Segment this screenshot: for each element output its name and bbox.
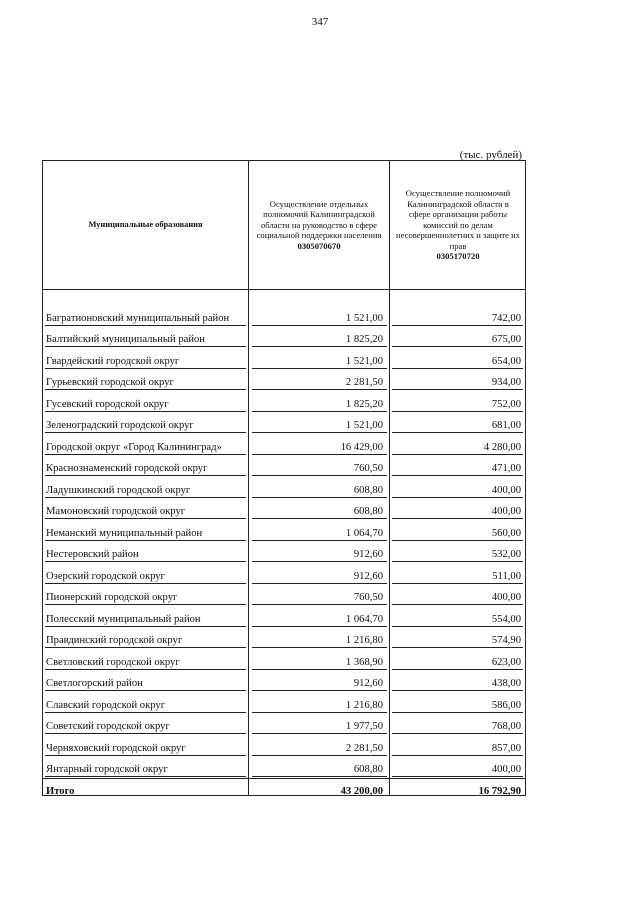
table-row: [43, 412, 525, 434]
municipality-name: Гвардейский городской округ: [46, 355, 180, 367]
minors-commission-amount: 675,00: [491, 334, 521, 345]
table-row: [43, 541, 525, 563]
social-support-amount: 1 825,20: [345, 334, 383, 345]
social-support-amount: 760,50: [353, 592, 383, 603]
municipality-name: Краснознаменский городской округ: [46, 463, 208, 474]
municipality-name: Ладушкинский городской округ: [46, 484, 191, 496]
minors-commission-amount: 742,00: [491, 312, 521, 324]
table-row: [43, 304, 525, 326]
municipality-name: Балтийский муниципальный район: [46, 334, 205, 345]
social-support-amount: 43 200,00: [340, 785, 383, 797]
table-row: [43, 455, 525, 477]
municipality-name: Черняховский городской округ: [46, 742, 186, 754]
social-support-amount: 2 281,50: [345, 377, 383, 388]
social-support-amount: 1 521,00: [345, 355, 383, 367]
minors-commission-amount: 857,00: [491, 742, 521, 754]
municipality-name: Неманский муниципальный район: [46, 527, 203, 539]
social-support-amount: 1 521,00: [345, 312, 383, 324]
table-row: [43, 326, 525, 348]
municipality-name: Нестеровский район: [46, 549, 139, 560]
minors-commission-amount: 511,00: [492, 570, 521, 582]
minors-commission-amount: 16 792,90: [478, 785, 521, 797]
table-row: [43, 498, 525, 520]
social-support-amount: 16 429,00: [340, 441, 383, 453]
total-label: Итого: [46, 785, 75, 797]
municipality-name: Озерский городской округ: [46, 570, 165, 582]
minors-commission-amount: 768,00: [491, 721, 521, 732]
allocation-table: [42, 160, 526, 796]
municipality-name: Пионерский городской округ: [46, 592, 178, 603]
minors-commission-amount: 554,00: [491, 613, 521, 625]
social-support-amount: 912,60: [353, 678, 383, 689]
municipality-name: Городской округ «Город Калининград»: [46, 441, 222, 453]
social-support-amount: 608,80: [353, 506, 383, 517]
social-support-amount: 1 368,90: [345, 656, 383, 668]
table-row: [43, 713, 525, 735]
municipality-name: Янтарный городской округ: [46, 764, 168, 775]
municipality-name: Советский городской округ: [46, 721, 170, 732]
units-label: (тыс. рублей): [459, 149, 522, 161]
social-support-amount: 2 281,50: [345, 742, 383, 754]
social-support-amount: 1 216,80: [345, 699, 383, 711]
municipality-name: Мамоновский городской округ: [46, 506, 186, 517]
minors-commission-amount: 400,00: [491, 506, 521, 517]
municipality-name: Зеленоградский городской округ: [46, 420, 194, 431]
table-row: [43, 627, 525, 649]
table-row: [43, 390, 525, 412]
minors-commission-amount: 4 280,00: [483, 441, 521, 453]
minors-commission-amount: 752,00: [491, 398, 521, 410]
minors-commission-amount: 471,00: [491, 463, 521, 474]
municipality-name: Светлогорский район: [46, 678, 143, 689]
table-row: [43, 369, 525, 391]
minors-commission-amount: 400,00: [491, 592, 521, 603]
header-minors-commission-code: 0305170720: [436, 251, 480, 262]
table-row: [43, 476, 525, 498]
minors-commission-amount: 438,00: [491, 678, 521, 689]
municipality-name: Правдинский городской округ: [46, 635, 183, 646]
header-social-support: [249, 161, 389, 289]
minors-commission-amount: 400,00: [491, 484, 521, 496]
minors-commission-amount: 586,00: [491, 699, 521, 711]
table-row: [43, 605, 525, 627]
table-row: [43, 584, 525, 606]
municipality-name: Полесский муниципальный район: [46, 613, 201, 625]
social-support-amount: 1 064,70: [345, 527, 383, 539]
header-municipality: Муниципальные образования: [88, 219, 203, 229]
header-social-support-code: 0305070670: [297, 240, 341, 251]
minors-commission-amount: 934,00: [491, 377, 521, 388]
table-row: [43, 756, 525, 778]
minors-commission-amount: 623,00: [491, 656, 521, 668]
minors-commission-amount: 654,00: [491, 355, 521, 367]
social-support-amount: 760,50: [353, 463, 383, 474]
minors-commission-amount: 532,00: [491, 549, 521, 560]
social-support-amount: 608,80: [353, 764, 383, 775]
social-support-amount: 912,60: [353, 570, 383, 582]
municipality-name: Славский городской округ: [46, 699, 166, 711]
municipality-name: Гурьевский городской округ: [46, 377, 174, 388]
municipality-name: Багратионовский муниципальный район: [46, 312, 230, 324]
minors-commission-amount: 681,00: [491, 420, 521, 431]
table-row: [43, 734, 525, 756]
table-row: [43, 347, 525, 369]
page-number: 347: [311, 16, 329, 28]
table-row: [43, 648, 525, 670]
social-support-amount: 1 064,70: [345, 613, 383, 625]
minors-commission-amount: 560,00: [491, 527, 521, 539]
social-support-amount: 1 216,80: [345, 635, 383, 646]
table-row: [43, 519, 525, 541]
municipality-name: Светловский городской округ: [46, 656, 180, 668]
social-support-amount: 608,80: [353, 484, 383, 496]
minors-commission-amount: 400,00: [491, 764, 521, 775]
header-separator: [43, 289, 525, 290]
total-row: [43, 777, 525, 799]
header-minors-commission-text: Осуществление полномочий Калининградской области в сфере организации работы комиссий по делам несовершеннолетних и защите их прав: [396, 188, 520, 251]
table-row: [43, 433, 525, 455]
minors-commission-amount: 574,90: [491, 635, 521, 646]
social-support-amount: 1 977,50: [345, 721, 383, 732]
header-minors-commission: [390, 161, 526, 289]
social-support-amount: 912,60: [353, 549, 383, 560]
table-row: [43, 562, 525, 584]
table-row: [43, 670, 525, 692]
social-support-amount: 1 521,00: [345, 420, 383, 431]
header-social-support-text: Осуществление отдельных полномочий Калининградской области на руководство в сфере социальной поддержки населения: [256, 198, 382, 241]
municipality-name: Гусевский городской округ: [46, 398, 169, 410]
social-support-amount: 1 825,20: [345, 398, 383, 410]
table-row: [43, 691, 525, 713]
